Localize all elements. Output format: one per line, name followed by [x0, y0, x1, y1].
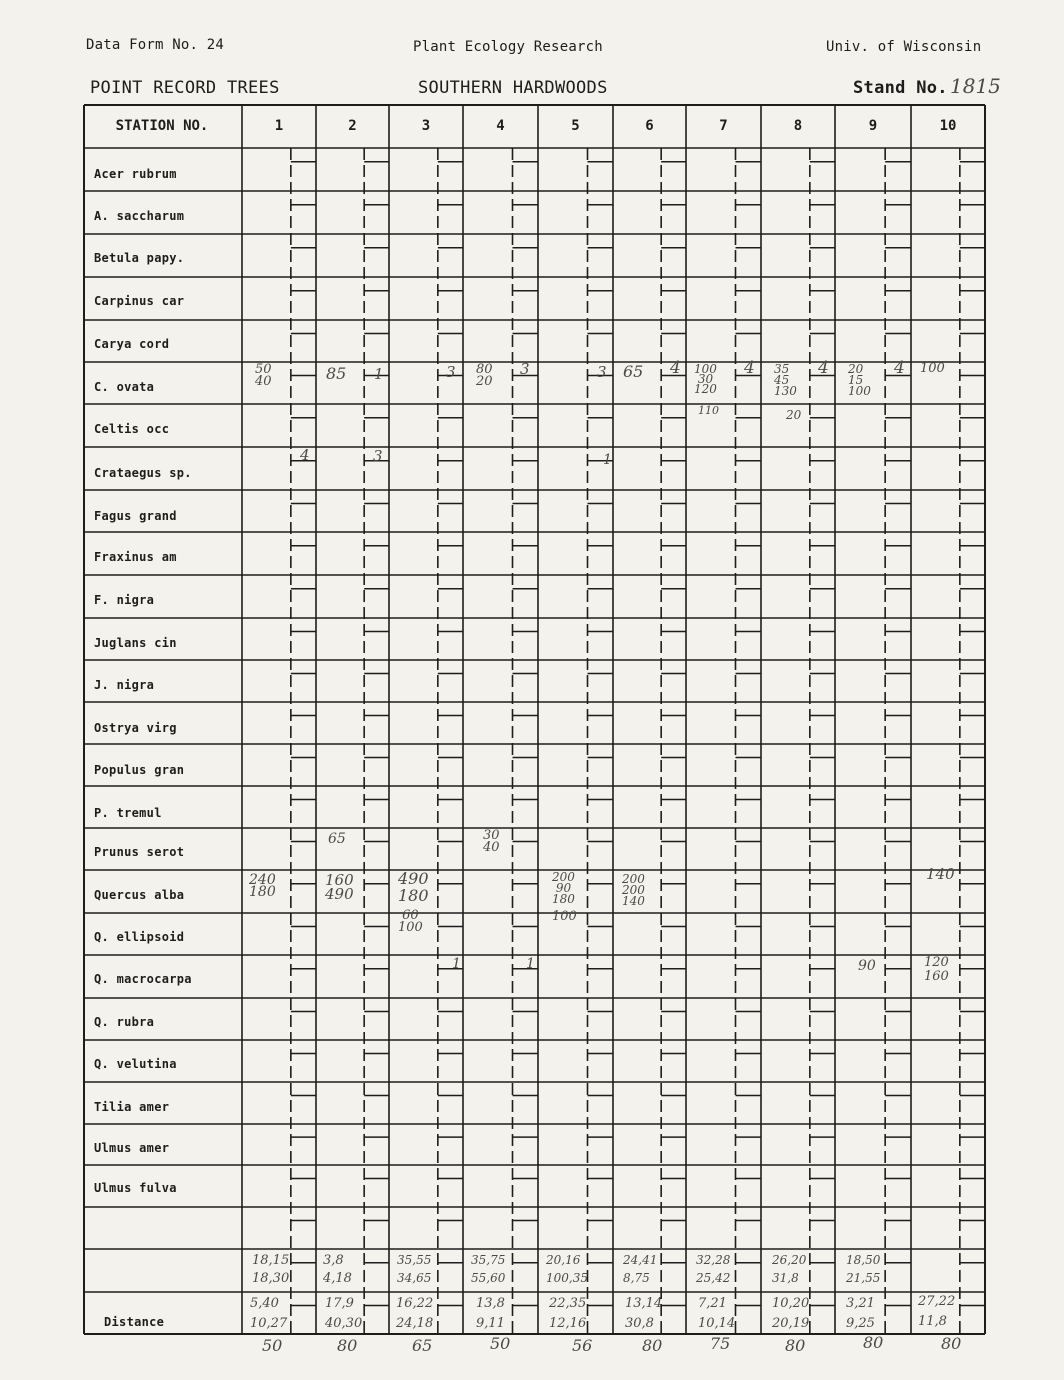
entry-count: 3 [446, 363, 456, 381]
species-label: Celtis occ [94, 422, 170, 436]
total: 80 [941, 1334, 962, 1353]
station-header: 8 [793, 118, 803, 134]
entry: 200 200 140 [622, 872, 645, 908]
total: 80 [337, 1336, 358, 1355]
coord-entry: 18,15 18,30 [252, 1253, 290, 1286]
entry: 490 180 [398, 869, 429, 905]
entry: 20 [786, 408, 802, 422]
entry-count: 1 [374, 365, 384, 383]
species-label: F. nigra [94, 593, 155, 607]
coord-entry: 35,75 55,60 [471, 1253, 506, 1285]
entry: 100 [920, 361, 945, 376]
species-label: Q. ellipsoid [94, 930, 185, 944]
distance-entry: 10,20 20,19 [772, 1296, 810, 1331]
coord-entry: 26,20 31,8 [772, 1253, 807, 1285]
distance-entry: 7,21 10,14 [698, 1296, 736, 1331]
entry: 20 15 100 [848, 362, 871, 398]
entry-count: 1 [452, 956, 461, 972]
coord-entry: 24,41 8,75 [623, 1253, 658, 1285]
species-label: Fagus grand [94, 509, 177, 523]
entry: 65 [623, 362, 644, 381]
entry: 200 90 180 [552, 870, 575, 906]
entry: 120 160 [924, 955, 949, 984]
university: Univ. of Wisconsin [826, 39, 982, 55]
entry-count: 4 [670, 358, 681, 378]
species-label: Q. macrocarpa [94, 972, 192, 986]
distance-label: Distance [104, 1315, 165, 1329]
entry-count: 4 [894, 358, 905, 378]
entry-count: 4 [744, 358, 755, 378]
entry: 110 [698, 404, 719, 417]
coord-entry: 20,16 100,35 [546, 1253, 588, 1285]
distance-entry: 27,22 11,8 [918, 1294, 956, 1329]
entry: 100 30 120 [694, 362, 717, 396]
organization: Plant Ecology Research [413, 39, 603, 55]
species-label: Ostrya virg [94, 721, 177, 735]
total: 80 [863, 1333, 884, 1352]
species-label: Fraxinus am [94, 550, 177, 564]
entry-count: 3 [373, 447, 383, 465]
species-label: Carya cord [94, 337, 170, 351]
distance-entry: 13,8 9,11 [476, 1296, 505, 1331]
station-header: 4 [496, 118, 505, 134]
form-number: Data Form No. 24 [86, 37, 225, 53]
entry: 100 [552, 909, 577, 924]
species-label: Crataegus sp. [94, 466, 192, 480]
distance-entry: 17,9 40,30 [325, 1296, 363, 1331]
distance-entry: 3,21 9,25 [846, 1296, 875, 1331]
distance-entry: 5,40 10,27 [250, 1296, 288, 1331]
species-label: Ulmus fulva [94, 1181, 177, 1195]
species-label: Q. velutina [94, 1057, 177, 1071]
form-subtitle: SOUTHERN HARDWOODS [418, 78, 608, 98]
species-label: A. saccharum [94, 209, 185, 223]
station-header: 5 [571, 118, 580, 134]
distance-entry: 22,35 12,16 [549, 1296, 587, 1331]
coord-entry: 35,55 34,65 [397, 1253, 432, 1285]
species-label: Populus gran [94, 763, 185, 777]
total: 56 [572, 1336, 593, 1355]
species-label: Betula papy. [94, 251, 185, 265]
distance-entry: 13,14 30,8 [625, 1296, 663, 1331]
species-label: J. nigra [94, 678, 155, 692]
total: 80 [642, 1336, 663, 1355]
entry-count: 4 [300, 446, 310, 464]
entry: 240 180 [249, 872, 276, 900]
entry: 60 100 [398, 908, 423, 935]
station-header: 10 [939, 118, 957, 134]
entry: 140 [926, 865, 955, 883]
total: 80 [785, 1336, 806, 1355]
station-header: 2 [348, 118, 357, 134]
entry-count: 1 [603, 452, 612, 468]
entry: 50 40 [255, 362, 272, 389]
total: 65 [412, 1336, 433, 1355]
entry: 90 [858, 958, 876, 974]
stand-number: 1815 [950, 74, 1001, 98]
form-title: POINT RECORD TREES [90, 78, 280, 98]
entry-count: 1 [526, 956, 535, 972]
station-header: 6 [645, 118, 654, 134]
station-header: 1 [274, 118, 284, 134]
station-header: 7 [719, 118, 728, 134]
entry: 65 [328, 831, 346, 847]
species-label: Ulmus amer [94, 1141, 170, 1155]
species-label: Quercus alba [94, 888, 185, 902]
distance-entry: 16,22 24,18 [396, 1296, 434, 1331]
entry: 80 20 [476, 362, 493, 389]
entry-count: 4 [818, 358, 829, 378]
entry: 30 40 [483, 828, 500, 855]
total: 50 [490, 1334, 511, 1353]
total: 50 [262, 1336, 283, 1355]
coord-entry: 18,50 21,55 [846, 1253, 881, 1285]
entry: 160 490 [325, 871, 354, 903]
entry: 35 45 130 [774, 362, 797, 398]
species-label: Tilia amer [94, 1100, 170, 1114]
species-label: P. tremul [94, 806, 162, 820]
entry-count: 3 [597, 363, 607, 381]
species-label: C. ovata [94, 380, 155, 394]
species-label: Prunus serot [94, 845, 185, 859]
total: 75 [710, 1334, 731, 1353]
coord-entry: 3,8 4,18 [323, 1253, 352, 1286]
species-label: Q. rubra [94, 1015, 155, 1029]
stand-label: Stand No. [853, 78, 948, 98]
station-header: 3 [421, 118, 431, 134]
species-label: Carpinus car [94, 294, 185, 308]
station-label: STATION NO. [115, 118, 209, 134]
station-header: 9 [868, 118, 878, 134]
species-label: Acer rubrum [94, 167, 177, 181]
entry: 85 [326, 364, 347, 383]
species-label: Juglans cin [94, 636, 177, 650]
entry-count: 3 [520, 360, 530, 378]
coord-entry: 32,28 25,42 [696, 1253, 731, 1285]
